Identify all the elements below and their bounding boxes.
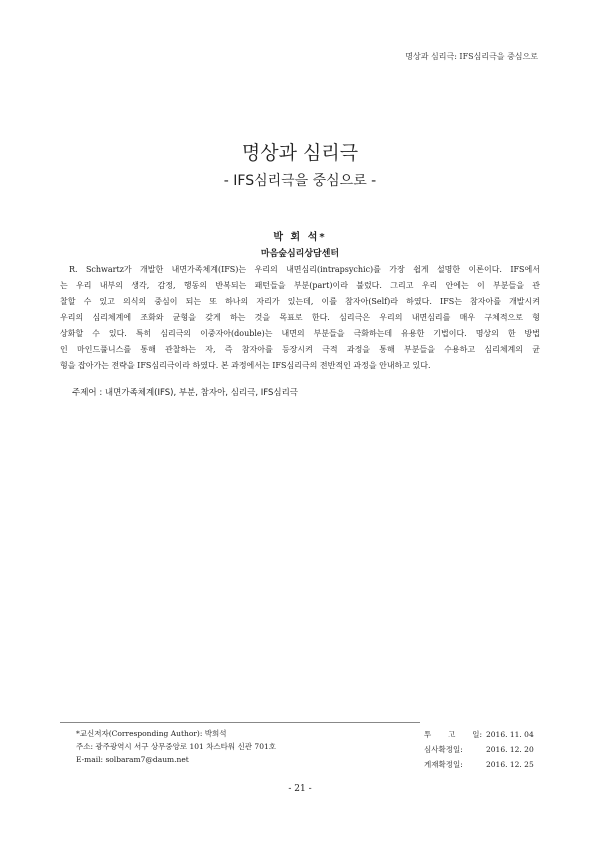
date-row-submitted: [424, 727, 534, 742]
date-row-reviewed: [424, 742, 534, 757]
abstract-line: R. Schwartz가 개발한 내면가족체계(IFS)는 우리의 내면심리(intrapsychic)를 가장 쉽게 설명한 이론이다. IFS에서: [69, 265, 540, 274]
abstract-line: 상화할 수 있다. 특히 심리극의 이중자아(double)는 내면의 부분들을 극화하는데 유용한 기법이다. 명상의 한 방법: [60, 329, 540, 338]
date-label: 게재확정일:: [424, 760, 463, 769]
running-head: 명상과 심리극: IFS심리극을 중심으로: [405, 52, 538, 61]
abstract-line: 우리의 심리체계에 조화와 균형을 갖게 하는 것을 목표로 한다. 심리극은 우리의 내면심리를 매우 구체적으로 형: [60, 313, 540, 322]
publication-dates: [424, 727, 534, 772]
date-value: 2016. 11. 04: [486, 730, 534, 739]
footnote-divider: [60, 722, 420, 723]
abstract-line: 는 우리 내부의 생각, 감정, 행동의 반복되는 패턴들을 부분(part)이라 불렀다. 그리고 우리 안에는 이 부분들을 관: [60, 281, 540, 290]
date-label: 투 고 일:: [424, 730, 482, 739]
corresponding-author: *교신저자(Corresponding Author): 박희석: [76, 729, 227, 738]
page-number: - 21 -: [288, 784, 312, 794]
author-address: 주소: 광주광역시 서구 상무중앙로 101 차스타워 신관 701호: [76, 742, 276, 751]
date-row-accepted: [424, 757, 534, 772]
author-name: 박 회 석*: [273, 232, 327, 243]
abstract-line: 인 마인드풀니스를 통해 관찰하는 자, 즉 참자아를 등장시켜 극적 과정을 통해 부분들을 수용하고 심리체계의 균: [60, 345, 540, 354]
date-label: 심사확정일:: [424, 745, 463, 754]
abstract: [60, 262, 540, 374]
paper-subtitle: - IFS심리극을 중심으로 -: [223, 173, 377, 189]
footnote: [76, 727, 276, 766]
abstract-line: 찰할 수 있고 의식의 중심이 되는 또 하나의 자리가 있는데, 이를 참자아(Self)라 하였다. IFS는 참자아를 개발시켜: [60, 297, 540, 306]
abstract-line: 형을 잡아가는 전략을 IFS심리극이라 하였다. 본 과정에서는 IFS심리극의 전반적인 과정을 안내하고 있다.: [60, 361, 431, 370]
date-value: 2016. 12. 25: [486, 760, 534, 769]
paper-title: 명상과 심리극: [241, 142, 359, 164]
author-email[interactable]: E-mail: solbaram7@daum.net: [76, 755, 189, 764]
author-affiliation: 마음숲심리상담센터: [260, 249, 340, 259]
date-value: 2016. 12. 20: [486, 745, 534, 754]
keywords: 주제어 : 내면가족체계(IFS), 부분, 참자아, 심리극, IFS심리극: [72, 388, 299, 398]
